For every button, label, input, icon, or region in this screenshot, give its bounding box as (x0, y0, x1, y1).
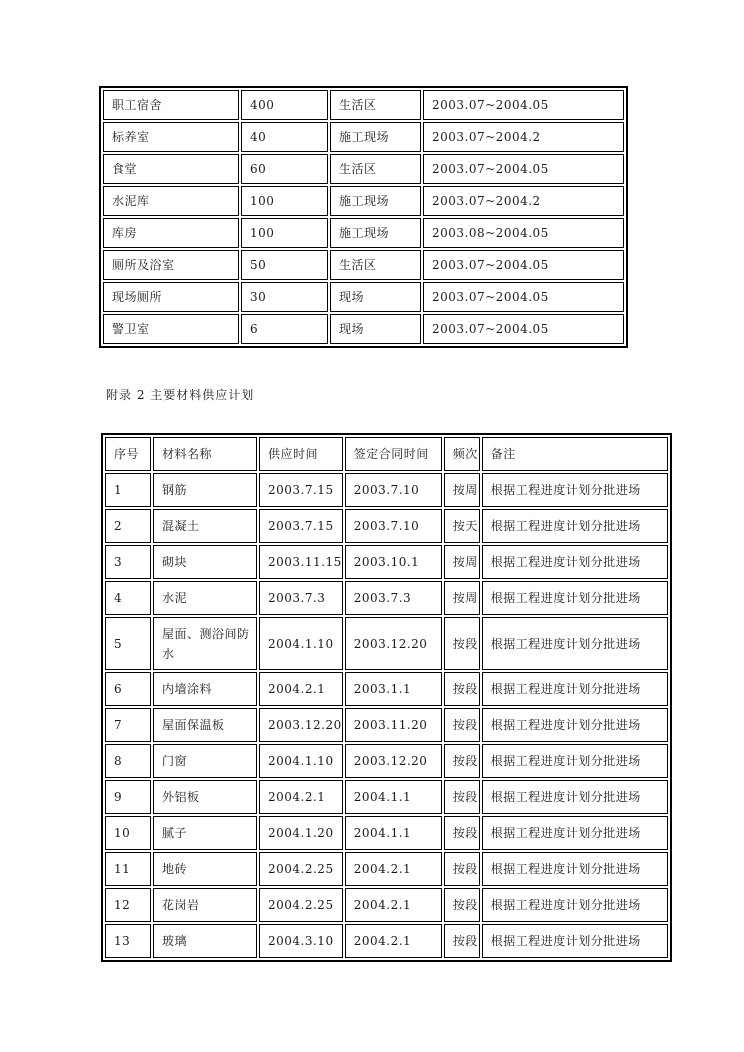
table-header-row (105, 437, 668, 471)
table-row (105, 708, 668, 742)
remarks-cell: 根据工程进度计划分批进场 (482, 816, 668, 850)
material-name-cell: 钢筋 (153, 473, 257, 507)
table-row (103, 154, 624, 184)
material-name-cell: 混凝土 (153, 509, 257, 543)
seq-cell: 12 (105, 888, 151, 922)
facility-period: 2003.08~2004.05 (423, 218, 624, 248)
supply-time-cell: 2004.2.25 (259, 852, 343, 886)
facility-location: 施工现场 (330, 218, 421, 248)
facility-period: 2003.07~2004.2 (423, 186, 624, 216)
supply-time-cell: 2003.7.15 (259, 473, 343, 507)
frequency-cell: 按段 (444, 617, 480, 670)
header-seq: 序号 (105, 437, 151, 471)
facility-area: 400 (241, 90, 328, 120)
facility-period: 2003.07~2004.05 (423, 154, 624, 184)
facility-location: 施工现场 (330, 122, 421, 152)
facility-period: 2003.07~2004.05 (423, 250, 624, 280)
remarks-cell: 根据工程进度计划分批进场 (482, 617, 668, 670)
frequency-cell: 按段 (444, 888, 480, 922)
material-name-cell: 花岗岩 (153, 888, 257, 922)
table-row (103, 122, 624, 152)
contract-time-cell: 2003.7.10 (345, 473, 442, 507)
facility-area: 6 (241, 314, 328, 344)
supply-time-cell: 2004.1.10 (259, 617, 343, 670)
seq-cell: 2 (105, 509, 151, 543)
facility-name: 职工宿舍 (103, 90, 239, 120)
contract-time-cell: 2004.2.1 (345, 852, 442, 886)
facility-name: 食堂 (103, 154, 239, 184)
contract-time-cell: 2004.1.1 (345, 816, 442, 850)
material-name-cell: 玻璃 (153, 924, 257, 958)
remarks-cell: 根据工程进度计划分批进场 (482, 672, 668, 706)
frequency-cell: 按段 (444, 816, 480, 850)
header-supply-time: 供应时间 (259, 437, 343, 471)
facility-period: 2003.07~2004.05 (423, 282, 624, 312)
remarks-cell: 根据工程进度计划分批进场 (482, 581, 668, 615)
facility-name: 水泥库 (103, 186, 239, 216)
table-row (105, 924, 668, 958)
facility-period: 2003.07~2004.05 (423, 314, 624, 344)
facility-area: 30 (241, 282, 328, 312)
material-name-cell: 外铝板 (153, 780, 257, 814)
supply-time-cell: 2004.2.1 (259, 672, 343, 706)
table-row (105, 852, 668, 886)
table-row (105, 617, 668, 670)
table-row (103, 186, 624, 216)
facility-location: 生活区 (330, 154, 421, 184)
contract-time-cell: 2004.2.1 (345, 924, 442, 958)
seq-cell: 13 (105, 924, 151, 958)
table-row (105, 672, 668, 706)
seq-cell: 7 (105, 708, 151, 742)
table-row (105, 888, 668, 922)
table-row (105, 780, 668, 814)
frequency-cell: 按天 (444, 509, 480, 543)
remarks-cell: 根据工程进度计划分批进场 (482, 744, 668, 778)
supply-time-cell: 2004.1.10 (259, 744, 343, 778)
seq-cell: 1 (105, 473, 151, 507)
supply-time-cell: 2003.11.15 (259, 545, 343, 579)
remarks-cell: 根据工程进度计划分批进场 (482, 888, 668, 922)
frequency-cell: 按段 (444, 780, 480, 814)
frequency-cell: 按周 (444, 473, 480, 507)
supply-time-cell: 2004.2.1 (259, 780, 343, 814)
table-row (105, 744, 668, 778)
header-frequency: 频次 (444, 437, 480, 471)
contract-time-cell: 2003.1.1 (345, 672, 442, 706)
supply-time-cell: 2004.3.10 (259, 924, 343, 958)
facility-name: 库房 (103, 218, 239, 248)
seq-cell: 5 (105, 617, 151, 670)
frequency-cell: 按周 (444, 581, 480, 615)
seq-cell: 10 (105, 816, 151, 850)
remarks-cell: 根据工程进度计划分批进场 (482, 708, 668, 742)
table-row (105, 473, 668, 507)
frequency-cell: 按段 (444, 744, 480, 778)
contract-time-cell: 2003.10.1 (345, 545, 442, 579)
facility-area: 100 (241, 186, 328, 216)
facility-name: 厕所及浴室 (103, 250, 239, 280)
seq-cell: 4 (105, 581, 151, 615)
remarks-cell: 根据工程进度计划分批进场 (482, 924, 668, 958)
facility-location: 生活区 (330, 90, 421, 120)
seq-cell: 8 (105, 744, 151, 778)
table-row (103, 314, 624, 344)
facilities-table (99, 86, 628, 348)
seq-cell: 3 (105, 545, 151, 579)
contract-time-cell: 2004.2.1 (345, 888, 442, 922)
supply-time-cell: 2003.7.3 (259, 581, 343, 615)
contract-time-cell: 2003.11.20 (345, 708, 442, 742)
header-remarks: 备注 (482, 437, 668, 471)
facility-period: 2003.07~2004.05 (423, 90, 624, 120)
material-name-cell: 水泥 (153, 581, 257, 615)
remarks-cell: 根据工程进度计划分批进场 (482, 473, 668, 507)
facility-location: 生活区 (330, 250, 421, 280)
table-row (103, 218, 624, 248)
supply-time-cell: 2003.7.15 (259, 509, 343, 543)
table-row (105, 545, 668, 579)
supply-time-cell: 2004.1.20 (259, 816, 343, 850)
facility-name: 警卫室 (103, 314, 239, 344)
facility-name: 现场厕所 (103, 282, 239, 312)
material-name-cell: 内墙涂料 (153, 672, 257, 706)
material-name-cell: 腻子 (153, 816, 257, 850)
remarks-cell: 根据工程进度计划分批进场 (482, 509, 668, 543)
facility-location: 施工现场 (330, 186, 421, 216)
material-name-cell: 地砖 (153, 852, 257, 886)
facility-location: 现场 (330, 282, 421, 312)
remarks-cell: 根据工程进度计划分批进场 (482, 545, 668, 579)
facility-area: 100 (241, 218, 328, 248)
table-row (103, 90, 624, 120)
contract-time-cell: 2003.7.10 (345, 509, 442, 543)
frequency-cell: 按段 (444, 852, 480, 886)
materials-supply-table (101, 433, 672, 962)
facility-area: 60 (241, 154, 328, 184)
table-row (105, 509, 668, 543)
material-name-cell: 砌块 (153, 545, 257, 579)
seq-cell: 6 (105, 672, 151, 706)
facility-name: 标养室 (103, 122, 239, 152)
frequency-cell: 按周 (444, 545, 480, 579)
seq-cell: 11 (105, 852, 151, 886)
frequency-cell: 按段 (444, 924, 480, 958)
facility-area: 50 (241, 250, 328, 280)
table-row (105, 581, 668, 615)
table-row (105, 816, 668, 850)
seq-cell: 9 (105, 780, 151, 814)
remarks-cell: 根据工程进度计划分批进场 (482, 852, 668, 886)
frequency-cell: 按段 (444, 672, 480, 706)
material-name-cell: 门窗 (153, 744, 257, 778)
table-row (103, 282, 624, 312)
frequency-cell: 按段 (444, 708, 480, 742)
material-name-cell: 屋面保温板 (153, 708, 257, 742)
contract-time-cell: 2004.1.1 (345, 780, 442, 814)
header-material-name: 材料名称 (153, 437, 257, 471)
facility-area: 40 (241, 122, 328, 152)
facility-period: 2003.07~2004.2 (423, 122, 624, 152)
table-row (103, 250, 624, 280)
header-contract-time: 签定合同时间 (345, 437, 442, 471)
contract-time-cell: 2003.12.20 (345, 617, 442, 670)
supply-time-cell: 2003.12.20 (259, 708, 343, 742)
contract-time-cell: 2003.7.3 (345, 581, 442, 615)
supply-time-cell: 2004.2.25 (259, 888, 343, 922)
remarks-cell: 根据工程进度计划分批进场 (482, 780, 668, 814)
contract-time-cell: 2003.12.20 (345, 744, 442, 778)
material-name-cell: 屋面、测浴间防水 (153, 617, 257, 670)
appendix-title: 附录 2 主要材料供应计划 (106, 388, 255, 402)
facility-location: 现场 (330, 314, 421, 344)
